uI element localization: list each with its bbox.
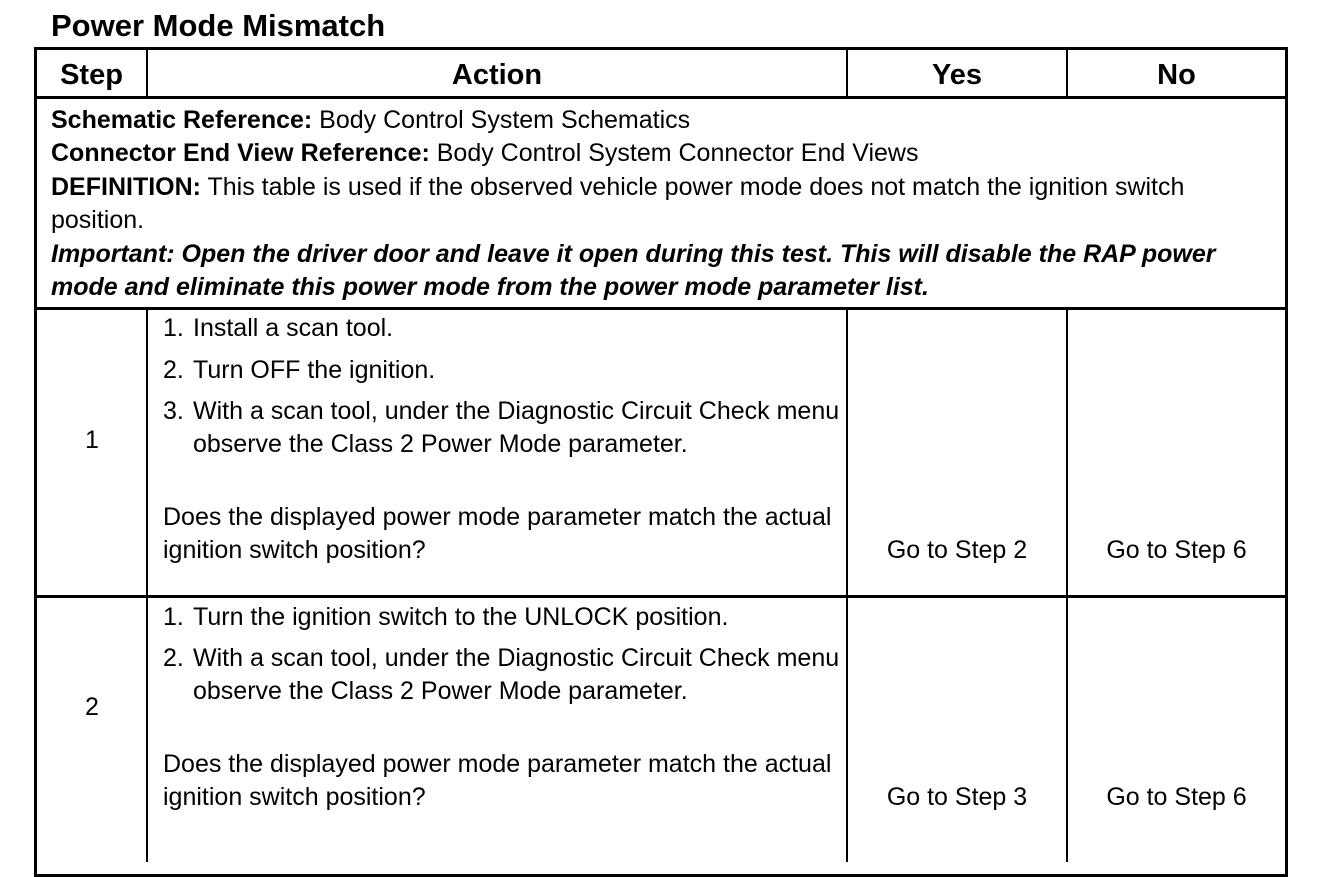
action-item [163, 395, 843, 461]
reference-divider [34, 307, 1288, 310]
item-text: Install a scan tool. [193, 314, 394, 342]
item-number: 1. [163, 314, 184, 342]
definition [51, 171, 1276, 238]
item-text: With a scan tool, under the Diagnostic Circuit Check menu observe the Class 2 Power Mode parameter. [193, 644, 840, 705]
definition-value: This table is used if the observed vehicle power mode does not match the ignition switch position. [51, 172, 1185, 235]
yes-answer: Go to Step 3 [886, 783, 1028, 811]
action-item [163, 312, 843, 345]
step-question: Does the displayed power mode parameter match the actual ignition switch position? [163, 503, 832, 564]
schematic-reference [51, 104, 1276, 137]
step-number: 1 [85, 426, 99, 454]
column-divider [846, 309, 848, 862]
column-divider [146, 309, 148, 862]
reference-block [51, 104, 1276, 304]
item-number: 1. [163, 603, 184, 631]
action-item [163, 601, 843, 634]
action-item [163, 354, 843, 387]
item-text: Turn OFF the ignition. [193, 356, 436, 384]
column-divider [1066, 309, 1068, 862]
header-yes: Yes [932, 59, 982, 91]
item-number: 3. [163, 397, 184, 425]
step-question: Does the displayed power mode parameter match the actual ignition switch position? [163, 750, 832, 811]
yes-answer: Go to Step 2 [886, 536, 1028, 564]
action-item [163, 642, 843, 708]
connector-reference-label: Connector End View Reference: [51, 139, 430, 168]
item-text: With a scan tool, under the Diagnostic Circuit Check menu observe the Class 2 Power Mode parameter. [193, 397, 840, 458]
step-number: 2 [85, 693, 99, 721]
schematic-reference-label: Schematic Reference: [51, 106, 313, 134]
important-note: Important: Open the driver door and leave it open during this test. This will disable the RAP power mode and eliminate this power mode from the power mode parameter list. [51, 239, 1216, 302]
connector-reference-value: Body Control System Connector End Views [429, 139, 919, 168]
header-step: Step [60, 59, 123, 91]
no-answer: Go to Step 6 [1106, 783, 1247, 811]
item-text: Turn the ignition switch to the UNLOCK position. [193, 603, 729, 631]
item-number: 2. [163, 356, 184, 384]
schematic-reference-value: Body Control System Schematics [312, 106, 691, 134]
connector-reference [51, 137, 1276, 170]
no-answer: Go to Step 6 [1106, 536, 1247, 564]
item-number: 2. [163, 644, 184, 672]
header-no: No [1157, 59, 1196, 91]
step-divider [34, 595, 1288, 598]
header-action: Action [451, 59, 543, 91]
page-title: Power Mode Mismatch [51, 8, 386, 43]
definition-label: DEFINITION: [51, 172, 201, 201]
